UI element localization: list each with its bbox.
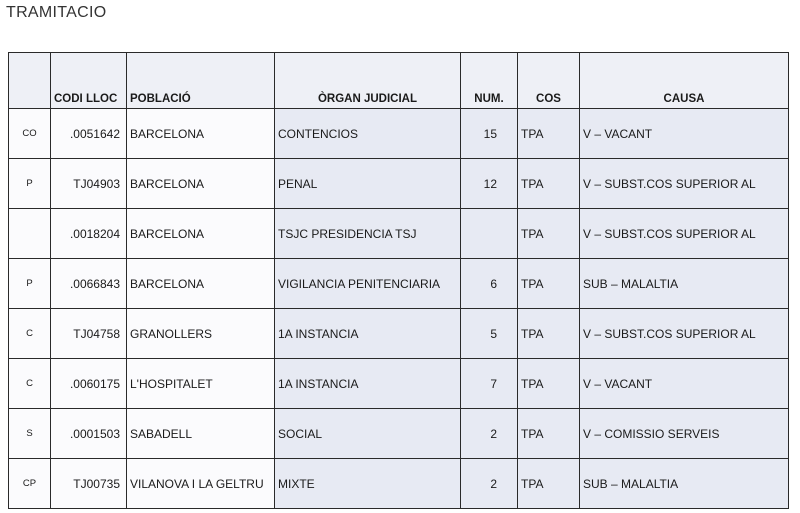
cell-cos: TPA [518, 109, 580, 159]
cell-organ-judicial: CONTENCIOS [275, 109, 461, 159]
tramitacio-table [8, 52, 789, 509]
cell-codi-lloc: .0066843 [51, 259, 127, 309]
cell-num: 15 [461, 109, 518, 159]
cell-causa: V – COMISSIO SERVEIS [580, 409, 789, 459]
cell-tipus: C [9, 309, 51, 359]
cell-causa: SUB – MALALTIA [580, 459, 789, 509]
cell-num: 2 [461, 409, 518, 459]
cell-num: 7 [461, 359, 518, 409]
table-row [9, 109, 789, 159]
cell-poblacio: BARCELONA [127, 259, 275, 309]
cell-organ-judicial: 1A INSTANCIA [275, 359, 461, 409]
cell-codi-lloc: TJ00735 [51, 459, 127, 509]
cell-num [461, 209, 518, 259]
cell-num: 12 [461, 159, 518, 209]
tramitacio-table-wrapper [8, 52, 788, 509]
header-causa: CAUSA [580, 53, 789, 109]
cell-poblacio: VILANOVA I LA GELTRU [127, 459, 275, 509]
table-row [9, 159, 789, 209]
cell-codi-lloc: TJ04758 [51, 309, 127, 359]
cell-causa: V – VACANT [580, 359, 789, 409]
cell-causa: SUB – MALALTIA [580, 259, 789, 309]
cell-causa: V – SUBST.COS SUPERIOR AL [580, 309, 789, 359]
cell-poblacio: L'HOSPITALET [127, 359, 275, 409]
cell-codi-lloc: TJ04903 [51, 159, 127, 209]
cell-tipus [9, 209, 51, 259]
cell-organ-judicial: VIGILANCIA PENITENCIARIA [275, 259, 461, 309]
cell-cos: TPA [518, 309, 580, 359]
cell-codi-lloc: .0060175 [51, 359, 127, 409]
cell-organ-judicial: TSJC PRESIDENCIA TSJ [275, 209, 461, 259]
cell-cos: TPA [518, 209, 580, 259]
cell-tipus: P [9, 259, 51, 309]
cell-causa: V – VACANT [580, 109, 789, 159]
cell-cos: TPA [518, 259, 580, 309]
cell-codi-lloc: .0018204 [51, 209, 127, 259]
table-header-row [9, 53, 789, 109]
cell-num: 2 [461, 459, 518, 509]
cell-cos: TPA [518, 159, 580, 209]
cell-cos: TPA [518, 409, 580, 459]
cell-causa: V – SUBST.COS SUPERIOR AL [580, 209, 789, 259]
cell-causa: V – SUBST.COS SUPERIOR AL [580, 159, 789, 209]
cell-poblacio: BARCELONA [127, 109, 275, 159]
header-poblacio: POBLACIÓ [127, 53, 275, 109]
cell-organ-judicial: SOCIAL [275, 409, 461, 459]
cell-tipus: C [9, 359, 51, 409]
cell-cos: TPA [518, 459, 580, 509]
cell-tipus: CP [9, 459, 51, 509]
table-row [9, 309, 789, 359]
cell-poblacio: BARCELONA [127, 209, 275, 259]
header-cos: COS [518, 53, 580, 109]
header-codi-lloc: CODI LLOC [51, 53, 127, 109]
table-row [9, 459, 789, 509]
cell-poblacio: BARCELONA [127, 159, 275, 209]
cell-cos: TPA [518, 359, 580, 409]
cell-codi-lloc: .0001503 [51, 409, 127, 459]
header-tipus [9, 53, 51, 109]
cell-poblacio: SABADELL [127, 409, 275, 459]
table-row [9, 409, 789, 459]
cell-organ-judicial: MIXTE [275, 459, 461, 509]
table-row [9, 209, 789, 259]
cell-tipus: S [9, 409, 51, 459]
header-num: NUM. [461, 53, 518, 109]
cell-tipus: P [9, 159, 51, 209]
table-row [9, 359, 789, 409]
header-organ-judicial: ÒRGAN JUDICIAL [275, 53, 461, 109]
document-title: TRAMITACIO [6, 4, 107, 21]
cell-organ-judicial: 1A INSTANCIA [275, 309, 461, 359]
table-row [9, 259, 789, 309]
cell-tipus: CO [9, 109, 51, 159]
cell-poblacio: GRANOLLERS [127, 309, 275, 359]
cell-num: 6 [461, 259, 518, 309]
cell-codi-lloc: .0051642 [51, 109, 127, 159]
cell-organ-judicial: PENAL [275, 159, 461, 209]
cell-num: 5 [461, 309, 518, 359]
